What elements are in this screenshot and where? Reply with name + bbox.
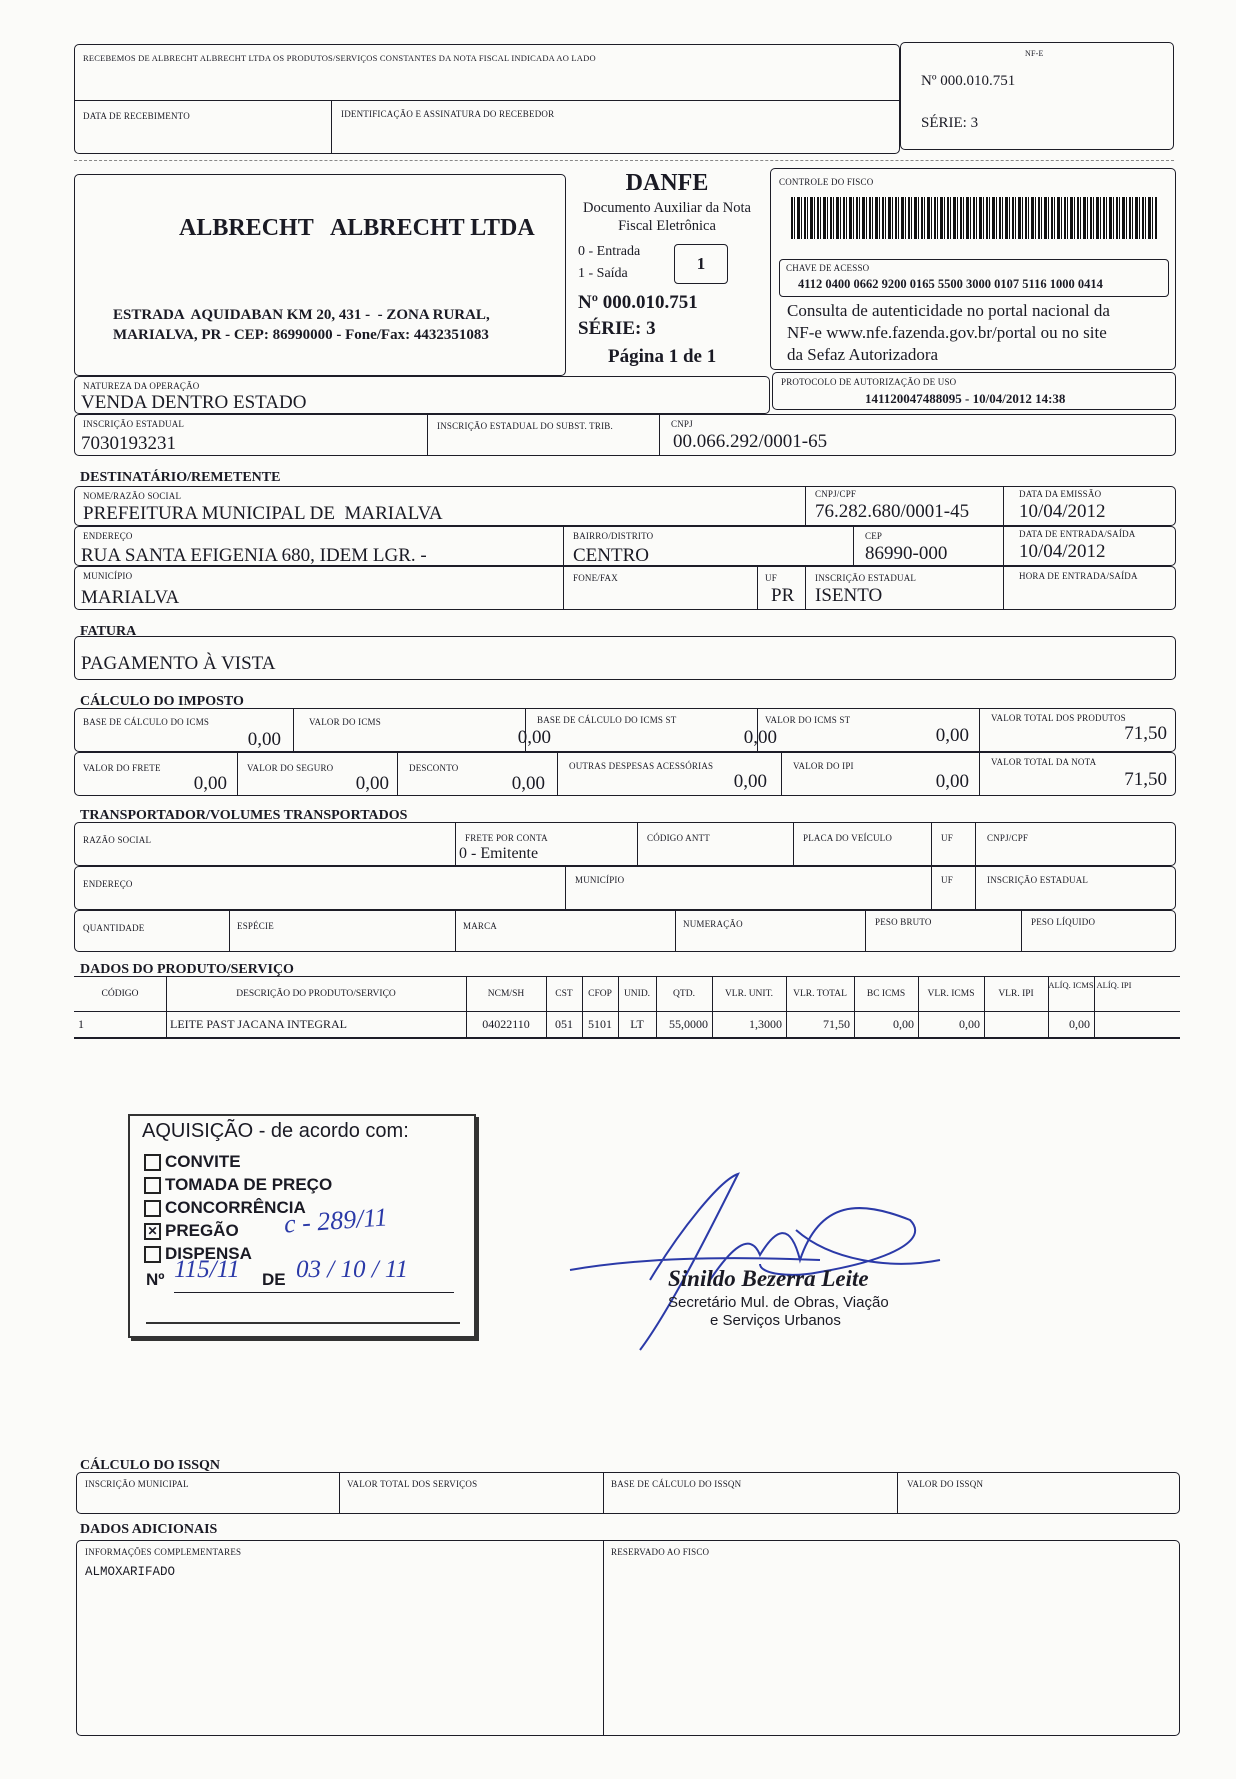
valor-icms-label: VALOR DO ICMS [309,717,381,727]
tr-div-11 [675,911,676,951]
checkbox-icon [144,1177,161,1194]
canhoto-numero: Nº 000.010.751 [921,73,1016,89]
produtos-title: DADOS DO PRODUTO/SERVIÇO [80,962,294,977]
valor-icms-st: 0,00 [935,725,969,746]
imposto-title: CÁLCULO DO IMPOSTO [80,694,244,709]
tr-div-6 [565,867,566,909]
destinatario-row2 [74,526,1176,566]
prod-header-bc-icms: BC ICMS [866,989,906,999]
danfe-serie: SÉRIE: 3 [578,318,656,339]
prod-cell-vlr-total: 71,50 [823,1017,850,1031]
stamp-option [144,1198,306,1218]
danfe-subtitle-2: Fiscal Eletrônica [618,218,716,234]
imp-div-7 [557,753,558,795]
natureza-label: NATUREZA DA OPERAÇÃO [83,381,200,391]
checkbox-icon [144,1246,161,1263]
dest-div-5 [1003,527,1004,565]
prod-header-descricao: DESCRIÇÃO DO PRODUTO/SERVIÇO [236,989,396,999]
tr-div-1 [455,823,456,865]
transp-uf2-label: UF [941,875,953,885]
seguro: 0,00 [355,773,389,794]
iss-div-3 [897,1473,898,1513]
checked-box-icon: ✕ [144,1223,161,1240]
imp-div-6 [397,753,398,795]
transp-endereco-label: ENDEREÇO [83,879,133,889]
valor-icms: 0,00 [517,727,551,748]
prod-cell-vlr-icms: 0,00 [959,1017,980,1031]
ipi-label: VALOR DO IPI [793,761,854,771]
danfe-block [566,170,768,376]
imposto-row2 [74,752,1176,796]
consulta-3: da Sefaz Autorizadora [787,345,939,364]
transp-numeracao-label: NUMERAÇÃO [683,919,743,929]
issqn-base-label: BASE DE CÁLCULO DO ISSQN [611,1479,742,1489]
frete: 0,00 [193,773,227,794]
danfe-entrada: 0 - Entrada [578,244,641,259]
natureza-box [74,376,770,414]
dest-municipio: MARIALVA [81,587,180,608]
stamp-underline [174,1292,454,1293]
desconto: 0,00 [511,773,545,794]
issqn-title: CÁLCULO DO ISSQN [80,1458,221,1473]
stamp-title: AQUISIÇÃO - de acordo com: [142,1120,409,1142]
dest-div-1 [805,487,806,525]
ie-st-label: INSCRIÇÃO ESTADUAL DO SUBST. TRIB. [437,421,613,431]
protocolo-box [772,372,1176,410]
adic-div [603,1541,604,1735]
tr-div-10 [455,911,456,951]
prod-header-vlr-ipi: VLR. IPI [998,989,1034,999]
prod-col-divider [984,977,985,1037]
controle-fisco-label: CONTROLE DO FISCO [779,177,874,187]
transp-ie-label: INSCRIÇÃO ESTADUAL [987,875,1089,885]
info-comp: ALMOXARIFADO [85,1565,176,1579]
tr-div-3 [793,823,794,865]
base-icms-label: BASE DE CÁLCULO DO ICMS [83,717,210,727]
dest-cnpj: 76.282.680/0001-45 [815,501,970,522]
dest-div-4 [853,527,854,565]
emitente-box [74,174,566,376]
transp-uf-label: UF [941,833,953,843]
prod-cell-bc-icms: 0,00 [893,1017,914,1031]
protocolo-label: PROTOCOLO DE AUTORIZAÇÃO DE USO [781,377,957,387]
dest-municipio-label: MUNICÍPIO [83,571,133,581]
iss-div-2 [603,1473,604,1513]
dest-uf: PR [771,585,795,606]
frete-label: VALOR DO FRETE [83,763,161,773]
emitente-nome: ALBRECHT ALBRECHT LTDA [179,215,535,241]
prod-cell-qtd: 55,0000 [669,1017,708,1031]
tr-div-2 [637,823,638,865]
danfe-tipo: 1 [674,244,728,284]
dest-cnpj-label: CNPJ/CPF [815,489,857,499]
prod-header-line [74,1011,1180,1012]
protocolo-value: 141120047488095 - 10/04/2012 14:38 [865,391,1066,406]
checkbox-icon [144,1200,161,1217]
tear-line [74,160,1174,161]
transporte-row1 [74,822,1176,866]
danfe-pagina: Página 1 de 1 [608,346,717,367]
stamp-option-label: DISPENSA [165,1244,252,1263]
prod-header-vlr-total: VLR. TOTAL [793,989,847,999]
consulta-2: NF-e www.nfe.fazenda.gov.br/portal ou no site [787,323,1107,342]
dest-endereco: RUA SANTA EFIGENIA 680, IDEM LGR. - [81,545,427,566]
prod-cell-aliq-icms: 0,00 [1069,1017,1090,1031]
total-produtos: 71,50 [1124,723,1167,744]
dest-div-9 [1003,567,1004,609]
dest-ie: ISENTO [815,585,883,606]
prod-cell-codigo: 1 [78,1017,84,1031]
stamp-date: 03 / 10 / 11 [296,1256,409,1283]
stamp-option-label: PREGÃO [165,1221,239,1240]
canhoto-recebemos: RECEBEMOS DE ALBRECHT ALBRECHT LTDA OS PRODUTOS/SERVIÇOS CONSTANTES DA NOTA FISCAL INDICADA AO LADO [83,53,596,63]
dest-div-3 [563,527,564,565]
signature-scribble [560,1160,960,1360]
prod-header-cfop: CFOP [588,989,612,999]
stamp-num-label: Nº [146,1270,165,1289]
prod-header-cst: CST [555,989,573,999]
transporte-row3 [74,910,1176,952]
dest-nome-label: NOME/RAZÃO SOCIAL [83,491,182,501]
imp-div-2 [525,709,526,751]
barcode [791,197,1157,239]
dest-ie-label: INSCRIÇÃO ESTADUAL [815,573,917,583]
imp-div-3 [757,709,758,751]
canhoto-box [74,44,900,154]
issqn-valor-label: VALOR DO ISSQN [907,1479,984,1489]
chave-acesso: 4112 0400 0662 9200 0165 5500 3000 0107 5116 1000 0414 [798,277,1103,291]
stamp-bottom-line [146,1322,460,1324]
imposto-row1 [74,708,1176,752]
seguro-label: VALOR DO SEGURO [247,763,334,773]
data-recebimento-label: DATA DE RECEBIMENTO [83,111,190,121]
prod-header-codigo: CÓDIGO [101,989,139,999]
destinatario-title: DESTINATÁRIO/REMETENTE [80,470,281,485]
base-icms: 0,00 [247,729,281,750]
stamp-option [144,1175,332,1195]
emitente-endereco-2: MARIALVA, PR - CEP: 86990000 - Fone/Fax: 4432351083 [113,327,489,343]
transp-frete: 0 - Emitente [459,845,539,862]
transp-marca-label: MARCA [463,921,498,931]
stamp-option-label: CONCORRÊNCIA [165,1198,306,1217]
transp-quantidade-label: QUANTIDADE [83,923,145,933]
desconto-label: DESCONTO [409,763,459,773]
imp-div-9 [979,753,980,795]
fatura-box [74,636,1176,680]
canhoto-nfe-box [900,42,1174,150]
consulta-1: Consulta de autenticidade no portal nacional da [787,301,1110,320]
base-icms-st: 0,00 [743,727,777,748]
controle-fisco-box [770,168,1176,370]
prod-col-divider [166,977,167,1037]
danfe-numero: Nº 000.010.751 [578,292,698,313]
transp-peso-bruto-label: PESO BRUTO [875,917,932,927]
imp-div-5 [237,753,238,795]
dest-div-6 [563,567,564,609]
chave-box [779,259,1169,297]
danfe-title: DANFE [625,170,709,196]
canhoto-serie: SÉRIE: 3 [921,115,979,131]
cnpj-label: CNPJ [671,419,693,429]
tr-div-8 [975,867,976,909]
ie-box [74,414,1176,456]
prod-cell-vlr-unit: 1,3000 [749,1017,782,1031]
stamp-num: 115/11 [174,1256,240,1283]
natureza-value: VENDA DENTRO ESTADO [81,392,307,413]
tr-div-5 [975,823,976,865]
iss-div-1 [339,1473,340,1513]
prod-header-ncm: NCM/SH [487,989,525,999]
issqn-row [76,1472,1180,1514]
canhoto-divider [75,100,899,101]
dest-entrada-saida-label: DATA DE ENTRADA/SAÍDA [1019,529,1136,539]
stamp-option [144,1221,239,1241]
dest-entrada-saida: 10/04/2012 [1019,541,1106,562]
prod-cell-unid: LT [630,1017,644,1031]
nfe-label: NF-E [1025,49,1044,58]
identificacao-label: IDENTIFICAÇÃO E ASSINATURA DO RECEBEDOR [341,109,555,119]
destinatario-row3 [74,566,1176,610]
issqn-total-label: VALOR TOTAL DOS SERVIÇOS [347,1479,478,1489]
stamp-option [144,1152,241,1172]
transp-cnpj-label: CNPJ/CPF [987,833,1029,843]
stamp-option-label: TOMADA DE PREÇO [165,1175,333,1194]
dest-hora-label: HORA DE ENTRADA/SAÍDA [1019,571,1138,581]
fatura-texto: PAGAMENTO À VISTA [81,653,276,674]
signer-role-2: e Serviços Urbanos [710,1312,841,1329]
dest-div-7 [757,567,758,609]
outras: 0,00 [733,771,767,792]
transp-frete-label: FRETE POR CONTA [465,833,548,843]
transp-municipio-label: MUNICÍPIO [575,875,625,885]
stamp-handwritten-note: c - 289/11 [283,1202,389,1239]
transp-peso-liquido-label: PESO LÍQUIDO [1031,917,1096,927]
prod-header-vlr-icms: VLR. ICMS [927,989,975,999]
transp-antt-label: CÓDIGO ANTT [647,833,710,843]
adicionais-box [76,1540,1180,1736]
transp-placa-label: PLACA DO VEÍCULO [803,833,893,843]
dest-div-2 [1003,487,1004,525]
dest-div-8 [805,567,806,609]
dest-uf-label: UF [765,573,777,583]
prod-header-qtd: QTD. [673,989,695,999]
prod-cell-ncm: 04022110 [482,1017,530,1031]
ie-divider-2 [659,415,660,455]
ie-divider-1 [427,415,428,455]
outras-label: OUTRAS DESPESAS ACESSÓRIAS [569,761,714,771]
emitente-endereco-1: ESTRADA AQUIDABAN KM 20, 431 - - ZONA RURAL, [113,307,490,323]
total-produtos-label: VALOR TOTAL DOS PRODUTOS [991,713,1126,723]
destinatario-row1 [74,486,1176,526]
base-icms-st-label: BASE DE CÁLCULO DO ICMS ST [537,715,677,725]
issqn-im-label: INSCRIÇÃO MUNICIPAL [85,1479,189,1489]
transporte-row2 [74,866,1176,910]
reservado-fisco-label: RESERVADO AO FISCO [611,1547,710,1557]
dest-bairro-label: BAIRRO/DISTRITO [573,531,654,541]
signer-role-1: Secretário Mul. de Obras, Viação [668,1294,889,1311]
produtos-table [74,976,1180,1039]
total-nota: 71,50 [1124,769,1167,790]
stamp-de-label: DE [262,1270,286,1289]
dest-nome: PREFEITURA MUNICIPAL DE MARIALVA [83,503,443,524]
tr-div-12 [865,911,866,951]
ipi: 0,00 [935,771,969,792]
imp-div-1 [293,709,294,751]
dest-cep: 86990-000 [865,543,948,564]
tr-div-13 [1021,911,1022,951]
acquisition-stamp [128,1114,476,1338]
prod-cell-descricao: LEITE PAST JACANA INTEGRAL [170,1017,348,1031]
danfe-subtitle-1: Documento Auxiliar da Nota [583,200,751,216]
prod-header-aliq-ipi: ALÍQ. IPI [1096,980,1132,990]
ie-value: 7030193231 [81,433,176,454]
dest-emissao-label: DATA DA EMISSÃO [1019,489,1102,499]
tr-div-7 [931,867,932,909]
checkbox-icon [144,1154,161,1171]
transp-especie-label: ESPÉCIE [237,921,274,931]
transp-razao-label: RAZÃO SOCIAL [83,835,152,845]
chave-label: CHAVE DE ACESSO [786,263,870,273]
prod-header-aliq-icms: ALÍQ. ICMS [1048,980,1094,990]
danfe-saida: 1 - Saída [578,266,628,281]
stamp-option-label: CONVITE [165,1152,241,1171]
adicionais-title: DADOS ADICIONAIS [80,1522,218,1537]
tr-div-4 [931,823,932,865]
dest-cep-label: CEP [865,531,883,541]
cnpj-value: 00.066.292/0001-65 [673,431,828,452]
prod-cell-cst: 051 [555,1017,573,1031]
prod-header-vlr-unit: VLR. UNIT. [724,989,774,999]
tr-div-9 [229,911,230,951]
dest-endereco-label: ENDEREÇO [83,531,133,541]
transporte-title: TRANSPORTADOR/VOLUMES TRANSPORTADOS [80,808,408,823]
prod-header-unid: UNID. [623,989,651,999]
dest-fone-label: FONE/FAX [573,573,618,583]
imp-div-4 [979,709,980,751]
valor-icms-st-label: VALOR DO ICMS ST [765,715,851,725]
total-nota-label: VALOR TOTAL DA NOTA [991,757,1097,767]
dest-bairro: CENTRO [573,545,649,566]
fatura-title: FATURA [80,624,137,639]
prod-cell-cfop: 5101 [588,1017,612,1031]
canhoto-divider-v [331,100,332,153]
ie-label: INSCRIÇÃO ESTADUAL [83,419,185,429]
info-comp-label: INFORMAÇÕES COMPLEMENTARES [85,1547,242,1557]
signer-name: Sinildo Bezerra Leite [668,1266,869,1291]
imp-div-8 [781,753,782,795]
dest-emissao: 10/04/2012 [1019,501,1106,522]
